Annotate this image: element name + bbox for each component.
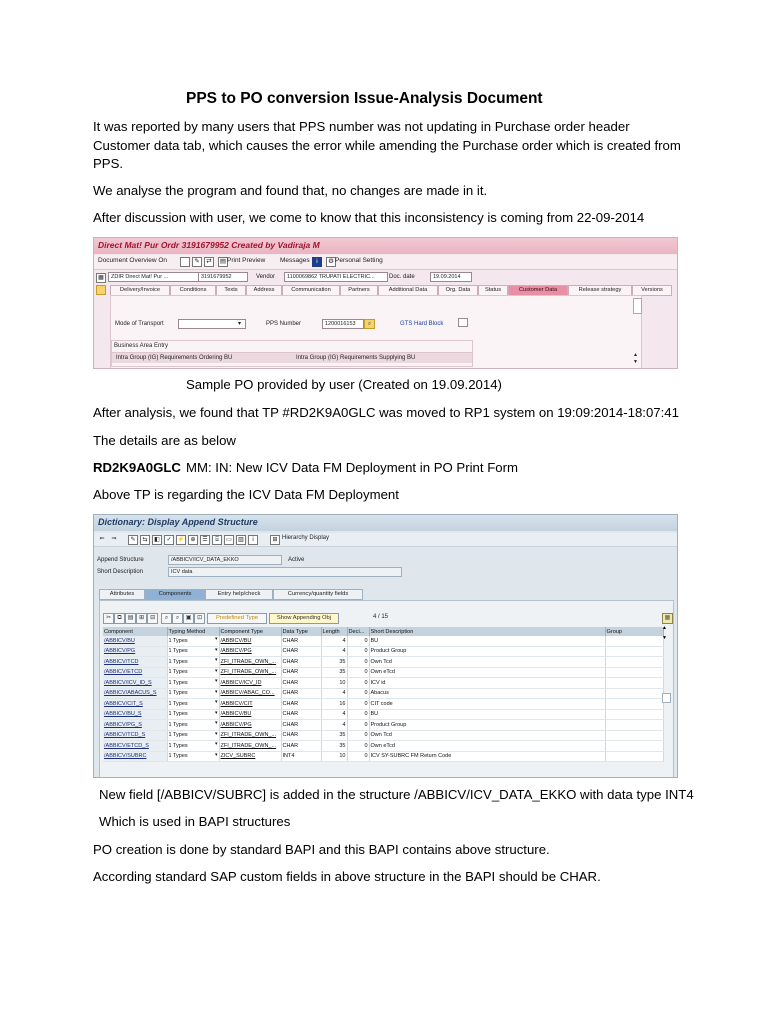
table-cell[interactable]: 0: [347, 720, 369, 731]
tab-customer-data[interactable]: Customer Data: [508, 285, 568, 296]
append-structure-field[interactable]: /ABBICV/ICV_DATA_EKKO: [168, 555, 282, 565]
personal-setting-button[interactable]: Personal Setting: [335, 257, 383, 264]
table-row[interactable]: [103, 741, 663, 752]
table-cell[interactable]: ZFI_ITRADE_OWN_...: [219, 741, 281, 752]
table-cell[interactable]: 35: [321, 741, 347, 752]
dict-tabs: [99, 589, 669, 600]
paragraph-line: PPS.: [93, 156, 124, 171]
table-cell[interactable]: CHAR: [281, 720, 321, 731]
table-cell[interactable]: 35: [321, 730, 347, 741]
table-cell[interactable]: /ABBICV/ABAC_CO...: [219, 688, 281, 699]
table-cell[interactable]: /ABBICV/BU: [103, 636, 167, 646]
doc-type-field[interactable]: ZDIR Direct Mat! Pur ...: [108, 272, 200, 282]
paragraph: Above TP is regarding the ICV Data FM Deployment: [93, 487, 399, 502]
tp-id: RD2K9A0GLC: [93, 460, 181, 475]
table-cell[interactable]: 1 Types ▾: [167, 657, 219, 668]
paragraph: According standard SAP custom fields in above structure in the BAPI should be CHAR.: [93, 869, 601, 884]
paragraph: The details are as below: [93, 433, 236, 448]
table-cell[interactable]: 0: [347, 678, 369, 689]
table-cell[interactable]: CHAR: [281, 657, 321, 668]
show-appending-button[interactable]: Show Appending Obj: [269, 613, 339, 624]
column-header[interactable]: Short Description: [369, 627, 605, 636]
table-cell[interactable]: CHAR: [281, 688, 321, 699]
tab-components[interactable]: Components: [145, 589, 205, 600]
object-list-icon[interactable]: ☰: [200, 535, 210, 545]
doc-date-field[interactable]: 19.09.2014: [430, 272, 472, 282]
table-cell[interactable]: 1 Types ▾: [167, 699, 219, 710]
po-title: Direct Mat! Pur Ordr 3191679952 Created by Vadiraja M: [98, 240, 320, 250]
display-change-icon[interactable]: ⇆: [140, 535, 150, 545]
scrollbar-thumb[interactable]: [662, 693, 671, 703]
intra-ordering-label: Intra Group (IG) Requirements Ordering BU: [116, 355, 233, 361]
table-cell[interactable]: /ABBICV/PG_S: [103, 720, 167, 731]
table-cell[interactable]: [605, 657, 663, 668]
tab-additional-data[interactable]: Additional Data: [378, 285, 438, 296]
table-row[interactable]: [103, 636, 663, 646]
table-cell[interactable]: CHAR: [281, 646, 321, 657]
paragraph-line: Customer data tab, which causes the error while amending the Purchase order which is created from: [93, 138, 681, 153]
components-toolbar: [103, 613, 663, 625]
table-cell[interactable]: Product Group: [369, 646, 605, 657]
settings-icon[interactable]: ⚙: [326, 257, 336, 267]
table-cell[interactable]: [605, 730, 663, 741]
business-area-group: [111, 340, 473, 367]
pager: 4 / 15: [373, 614, 389, 620]
intra-supplying-label: Intra Group (IG) Requirements Supplying BU: [296, 355, 416, 361]
column-header[interactable]: Data Type: [281, 627, 321, 636]
copy-icon[interactable]: ⧉: [114, 613, 125, 624]
table-cell[interactable]: [605, 709, 663, 720]
tab-currency-quantity[interactable]: Currency/quantity fields: [273, 589, 363, 600]
tab-conditions[interactable]: Conditions: [170, 285, 216, 296]
table-cell[interactable]: CHAR: [281, 678, 321, 689]
table-cell[interactable]: 1 Types ▾: [167, 751, 219, 762]
gts-hard-block-label: GTS Hard Block: [400, 321, 444, 327]
po-header: [94, 271, 677, 285]
table-cell[interactable]: /ABBICV/ETCD: [103, 667, 167, 678]
table-row[interactable]: [103, 699, 663, 710]
table-cell[interactable]: BU: [369, 709, 605, 720]
table-cell[interactable]: 1 Types ▾: [167, 730, 219, 741]
table-cell[interactable]: 4: [321, 688, 347, 699]
po-title-bar: [94, 238, 677, 254]
table-cell[interactable]: 0: [347, 741, 369, 752]
table-row[interactable]: [103, 678, 663, 689]
edit-icon[interactable]: ✎: [128, 535, 138, 545]
scroll-down-icon[interactable]: ▼: [662, 635, 667, 641]
table-cell[interactable]: /ABBICV/PG: [219, 720, 281, 731]
business-area-header: [112, 352, 472, 363]
table-cell[interactable]: 1 Types ▾: [167, 709, 219, 720]
vendor-field[interactable]: 1100069862 TRUPATI ELECTRIC...: [284, 272, 388, 282]
table-cell[interactable]: [605, 741, 663, 752]
table-cell[interactable]: ICV SY-SUBRC FM Return Code: [369, 751, 605, 762]
column-header[interactable]: Deci...: [347, 627, 369, 636]
table-cell[interactable]: 4: [321, 720, 347, 731]
table-cell[interactable]: [605, 751, 663, 762]
chevron-down-icon[interactable]: ▾: [238, 321, 242, 327]
table-cell[interactable]: [605, 720, 663, 731]
scroll-up-icon[interactable]: ▲: [633, 352, 638, 358]
table-cell[interactable]: [605, 688, 663, 699]
layout-icon[interactable]: ▥: [236, 535, 246, 545]
tab-status[interactable]: Status: [478, 285, 508, 296]
table-cell[interactable]: [605, 699, 663, 710]
table-cell[interactable]: CHAR: [281, 636, 321, 646]
table-row[interactable]: [103, 646, 663, 657]
paragraph: Which is used in BAPI structures: [99, 814, 291, 829]
table-cell[interactable]: [605, 646, 663, 657]
tab-communication[interactable]: Communication: [282, 285, 340, 296]
table-cell[interactable]: CIT code: [369, 699, 605, 710]
header-icon: ▦: [96, 273, 106, 283]
dict-toolbar: [94, 533, 677, 547]
other-object-icon[interactable]: ◧: [152, 535, 162, 545]
hierarchy-display-button[interactable]: Hierarchy Display: [282, 535, 330, 541]
table-cell[interactable]: 1 Types ▾: [167, 646, 219, 657]
table-cell[interactable]: 0: [347, 636, 369, 646]
technical-settings-icon[interactable]: ▭: [224, 535, 234, 545]
table-cell[interactable]: /ABBICV/PG: [219, 646, 281, 657]
table-cell[interactable]: 1 Types ▾: [167, 720, 219, 731]
po-number-field[interactable]: 3191679952: [198, 272, 248, 282]
table-cell[interactable]: CHAR: [281, 730, 321, 741]
table-cell[interactable]: 0: [347, 751, 369, 762]
append-structure-label: Append Structure: [97, 557, 144, 563]
table-cell[interactable]: ICV id: [369, 678, 605, 689]
table-cell[interactable]: 16: [321, 699, 347, 710]
table-cell[interactable]: 35: [321, 657, 347, 668]
table-row[interactable]: [103, 709, 663, 720]
po-tabs: [110, 285, 670, 295]
table-cell[interactable]: ZFI_ITRADE_OWN_...: [219, 667, 281, 678]
table-cell[interactable]: 0: [347, 646, 369, 657]
table-cell[interactable]: /ABBICV/BU: [219, 636, 281, 646]
hierarchy-display-icon[interactable]: ⊞: [270, 535, 280, 545]
table-cell[interactable]: /ABBICV/ETCD_S: [103, 741, 167, 752]
column-header[interactable]: Component: [103, 627, 167, 636]
table-cell[interactable]: /ABBICV/BU_S: [103, 709, 167, 720]
table-row[interactable]: [103, 730, 663, 741]
insert-row-icon[interactable]: ⊞: [136, 613, 147, 624]
table-settings-icon[interactable]: ▦: [662, 613, 673, 624]
table-cell[interactable]: 1 Types ▾: [167, 678, 219, 689]
table-cell[interactable]: CHAR: [281, 667, 321, 678]
table-cell[interactable]: 10: [321, 678, 347, 689]
cut-icon[interactable]: ✂: [103, 613, 114, 624]
print-preview-button[interactable]: Print Preview: [227, 257, 266, 264]
table-cell[interactable]: ZFI_ITRADE_OWN_...: [219, 657, 281, 668]
table-cell[interactable]: /ABBICV/TCD: [103, 657, 167, 668]
table-cell[interactable]: Product Group: [369, 720, 605, 731]
delete-row-icon[interactable]: ⊟: [147, 613, 158, 624]
find-icon[interactable]: ⌕: [161, 613, 172, 624]
table-cell[interactable]: 10: [321, 751, 347, 762]
table-cell[interactable]: 0: [347, 688, 369, 699]
paragraph-line: It was reported by many users that PPS number was not updating in Purchase order header: [93, 119, 630, 134]
doc-overview-button[interactable]: Document Overview On: [98, 257, 167, 264]
table-cell[interactable]: BU: [369, 636, 605, 646]
table-cell[interactable]: 4: [321, 709, 347, 720]
po-screenshot: [93, 237, 678, 369]
scrollbar-track[interactable]: [633, 298, 642, 314]
column-header[interactable]: Length: [321, 627, 347, 636]
table-cell[interactable]: /ABBICV/PG: [103, 646, 167, 657]
table-row[interactable]: [103, 657, 663, 668]
collapse-icon[interactable]: [96, 285, 106, 295]
edit-icon[interactable]: ✎: [192, 257, 202, 267]
table-cell[interactable]: [605, 667, 663, 678]
table-cell[interactable]: 35: [321, 667, 347, 678]
table-cell[interactable]: /ABBICV/BU: [219, 709, 281, 720]
info-icon[interactable]: i: [248, 535, 258, 545]
mode-of-transport-select[interactable]: [178, 319, 246, 329]
pps-number-field[interactable]: 1200016153: [322, 319, 364, 329]
dictionary-screenshot: [93, 514, 678, 778]
new-doc-icon[interactable]: [180, 257, 190, 267]
table-cell[interactable]: 4: [321, 636, 347, 646]
table-cell[interactable]: /ABBICV/ICV_ID: [219, 678, 281, 689]
doc-date-label: Doc. date: [389, 274, 415, 280]
table-cell[interactable]: /ABBICV/TCD_S: [103, 730, 167, 741]
table-cell[interactable]: 0: [347, 667, 369, 678]
find-next-icon[interactable]: ⌕: [172, 613, 183, 624]
column-header[interactable]: Typing Method: [167, 627, 219, 636]
vendor-label: Vendor: [256, 274, 276, 280]
tab-attributes[interactable]: Attributes: [99, 589, 145, 600]
paragraph: After analysis, we found that TP #RD2K9A0GLC was moved to RP1 system on 19:09:2014-18:07:41: [93, 405, 679, 420]
table-cell[interactable]: 0: [347, 730, 369, 741]
table-cell[interactable]: ZICV_SUBRC: [219, 751, 281, 762]
back-icon[interactable]: ⇐: [99, 536, 105, 542]
table-cell[interactable]: 1 Types ▾: [167, 667, 219, 678]
tab-org-data[interactable]: Org. Data: [438, 285, 478, 296]
customer-data-panel: [110, 295, 642, 369]
select-icon[interactable]: ▣: [183, 613, 194, 624]
table-cell[interactable]: 0: [347, 699, 369, 710]
scroll-down-icon[interactable]: ▼: [633, 359, 638, 365]
table-cell[interactable]: 0: [347, 709, 369, 720]
table-header-row: [103, 627, 663, 636]
print-icon[interactable]: ▤: [219, 258, 227, 265]
activate-icon[interactable]: ⚡: [177, 537, 185, 543]
table-row[interactable]: [103, 720, 663, 731]
column-header[interactable]: Group: [605, 627, 663, 636]
tab-texts[interactable]: Texts: [216, 285, 246, 296]
po-toolbar: [94, 255, 677, 270]
scroll-up-icon[interactable]: ▲: [662, 625, 667, 631]
table-cell[interactable]: 1 Types ▾: [167, 636, 219, 646]
dict-title: Dictionary: Display Append Structure: [98, 517, 258, 527]
table-cell[interactable]: [605, 636, 663, 646]
table-cell[interactable]: CHAR: [281, 699, 321, 710]
lock-icon[interactable]: ⊡: [194, 613, 205, 624]
tab-versions[interactable]: Versions: [632, 285, 672, 296]
tab-release-strategy[interactable]: Release strategy: [568, 285, 632, 296]
short-desc-label: Short Description: [97, 569, 144, 575]
table-cell[interactable]: ZFI_ITRADE_OWN_...: [219, 730, 281, 741]
table-cell[interactable]: CHAR: [281, 709, 321, 720]
messages-button[interactable]: Messages: [280, 257, 310, 264]
predefined-type-button[interactable]: Predefined Type: [207, 613, 267, 624]
paste-icon[interactable]: ▤: [125, 613, 136, 624]
short-desc-field[interactable]: ICV data: [168, 567, 402, 577]
table-row[interactable]: [103, 751, 663, 762]
search-help-icon[interactable]: ⌕: [364, 319, 375, 329]
table-cell[interactable]: /ABBICV/ICV_ID_S: [103, 678, 167, 689]
where-used-icon[interactable]: ⊕: [188, 535, 198, 545]
caption: Sample PO provided by user (Created on 19.09.2014): [186, 377, 502, 392]
table-cell[interactable]: /ABBICV/CIT_S: [103, 699, 167, 710]
tab-delivery-invoice[interactable]: Delivery/Invoice: [110, 285, 170, 296]
table-cell[interactable]: Own Tcd: [369, 657, 605, 668]
forward-icon[interactable]: ⇒: [111, 536, 117, 542]
table-cell[interactable]: 1 Types ▾: [167, 741, 219, 752]
paragraph: New field [/ABBICV/SUBRC] is added in the structure /ABBICV/ICV_DATA_EKKO with data type INT4: [99, 787, 694, 802]
pps-number-label: PPS Number: [266, 321, 302, 327]
table-row[interactable]: [103, 688, 663, 699]
table-cell[interactable]: 4: [321, 646, 347, 657]
table-cell[interactable]: INT4: [281, 751, 321, 762]
gts-hard-block-checkbox[interactable]: [458, 318, 468, 327]
table-cell[interactable]: Own Tcd: [369, 730, 605, 741]
tab-address[interactable]: Address: [246, 285, 282, 296]
table-cell[interactable]: Own eTcd: [369, 741, 605, 752]
table-cell[interactable]: CHAR: [281, 741, 321, 752]
paragraph: After discussion with user, we come to know that this inconsistency is coming from 22-09-2014: [93, 210, 645, 225]
table-cell[interactable]: /ABBICV/CIT: [219, 699, 281, 710]
mode-of-transport-label: Mode of Transport: [115, 321, 164, 327]
table-cell[interactable]: /ABBICV/ABACUS_S: [103, 688, 167, 699]
table-cell[interactable]: Own eTcd: [369, 667, 605, 678]
components-table: [103, 627, 664, 762]
other-po-icon[interactable]: ⇄: [204, 257, 214, 267]
table-cell[interactable]: 1 Types ▾: [167, 688, 219, 699]
status-label: Active: [288, 557, 305, 563]
tab-partners[interactable]: Partners: [340, 285, 378, 296]
check-icon[interactable]: ✓: [164, 535, 174, 545]
info-icon[interactable]: i: [312, 257, 322, 267]
column-header[interactable]: Component Type: [219, 627, 281, 636]
paragraph: We analyse the program and found that, no changes are made in it.: [93, 183, 488, 198]
table-cell[interactable]: /ABBICV/SUBRC: [103, 751, 167, 762]
table-row[interactable]: [103, 667, 663, 678]
components-panel: [99, 600, 674, 778]
page-title: PPS to PO conversion Issue-Analysis Document: [186, 90, 543, 107]
dict-title-bar: [94, 515, 677, 531]
business-area-label: Business Area Entry: [114, 343, 169, 349]
tab-entry-help[interactable]: Entry help/check: [205, 589, 273, 600]
table-cell[interactable]: Abacus: [369, 688, 605, 699]
tp-description: MM: IN: New ICV Data FM Deployment in PO Print Form: [186, 460, 518, 475]
table-cell[interactable]: [605, 678, 663, 689]
hierarchy-icon[interactable]: ⌸: [212, 535, 222, 545]
paragraph: PO creation is done by standard BAPI and this BAPI contains above structure.: [93, 842, 550, 857]
table-cell[interactable]: 0: [347, 657, 369, 668]
